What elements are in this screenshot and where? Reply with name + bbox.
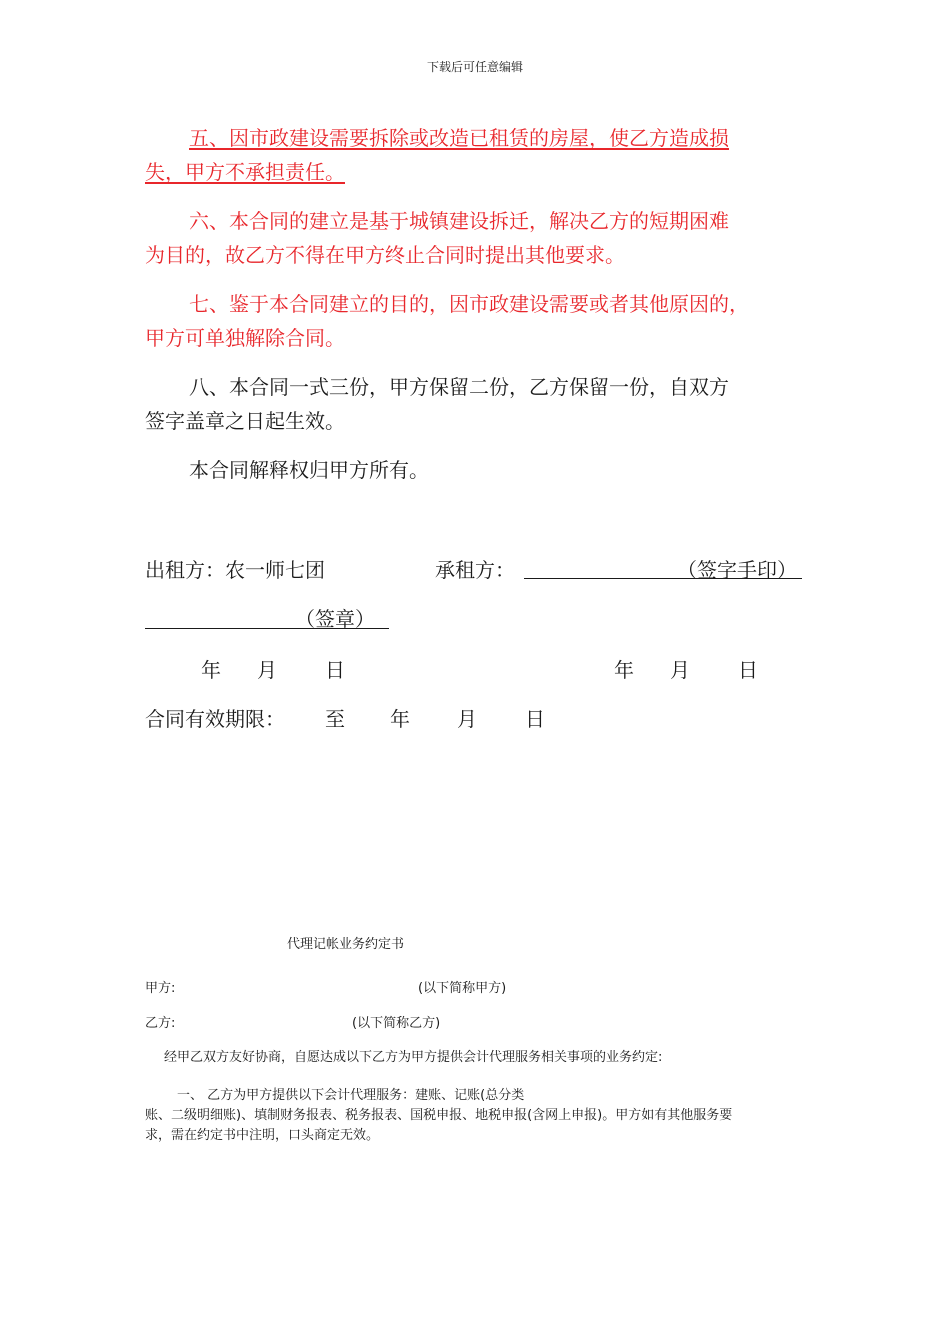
lessor-seal-note: （签章） xyxy=(295,607,375,631)
party-a-note: (以下简称甲方) xyxy=(418,981,507,996)
lessee-date-year: 年 xyxy=(614,658,634,682)
clause-5-line-1: 五、因市政建设需要拆除或改造已租赁的房屋，使乙方造成损 xyxy=(189,126,729,150)
lessor-date-year: 年 xyxy=(201,658,221,682)
party-b-label: 乙方: xyxy=(145,1016,176,1031)
agreement-item-1-line-1: 一、 乙方为甲方提供以下会计代理服务：建账、记账(总分类 xyxy=(177,1088,525,1103)
lessee-date-day: 日 xyxy=(738,658,758,682)
agreement-intro: 经甲乙双方友好协商，自愿达成以下乙方为甲方提供会计代理服务相关事项的业务约定: xyxy=(164,1050,663,1065)
agreement-item-1-line-3: 求，需在约定书中注明，口头商定无效。 xyxy=(145,1128,380,1143)
validity-month: 月 xyxy=(457,707,477,731)
clause-5 xyxy=(145,121,815,189)
lessor-date-month: 月 xyxy=(257,658,277,682)
clause-6 xyxy=(145,204,815,272)
party-a-label: 甲方: xyxy=(145,981,176,996)
agreement-item-1 xyxy=(145,1086,815,1146)
lessee-date-month: 月 xyxy=(670,658,690,682)
clause-8-line-2: 签字盖章之日起生效。 xyxy=(145,409,345,433)
clause-7 xyxy=(145,287,815,355)
agreement-item-1-line-2: 账、二级明细账)、填制财务报表、税务报表、国税申报、地税申报(含网上申报)。甲方如有其他服务要 xyxy=(145,1108,733,1123)
interpretation-clause: 本合同解释权归甲方所有。 xyxy=(189,458,429,482)
validity-year: 年 xyxy=(390,707,410,731)
clause-8 xyxy=(145,370,815,438)
clause-8-line-1: 八、本合同一式三份，甲方保留二份，乙方保留一份，自双方 xyxy=(189,375,729,399)
clause-7-line-2: 甲方可单独解除合同。 xyxy=(145,326,345,350)
lessee-sign-note: （签字手印） xyxy=(677,558,797,582)
page-header-note: 下载后可任意编辑 xyxy=(426,60,523,74)
lessor-label: 出租方：农一师七团 xyxy=(145,558,325,582)
party-b-note: (以下简称乙方) xyxy=(352,1016,441,1031)
validity-day: 日 xyxy=(525,707,545,731)
validity-label: 合同有效期限： xyxy=(145,707,285,731)
clause-6-line-1: 六、本合同的建立是基于城镇建设拆迁，解决乙方的短期困难 xyxy=(189,209,729,233)
agreement-title: 代理记帐业务约定书 xyxy=(287,937,405,952)
clause-6-line-2: 为目的，故乙方不得在甲方终止合同时提出其他要求。 xyxy=(145,243,625,267)
clause-7-line-1: 七、鉴于本合同建立的目的，因市政建设需要或者其他原因的， xyxy=(189,292,749,316)
lessor-date-day: 日 xyxy=(325,658,345,682)
clause-5-line-2-underlined: 失，甲方不承担责任。 xyxy=(145,160,345,184)
lessee-label: 承租方： xyxy=(435,558,515,582)
validity-to: 至 xyxy=(325,707,345,731)
